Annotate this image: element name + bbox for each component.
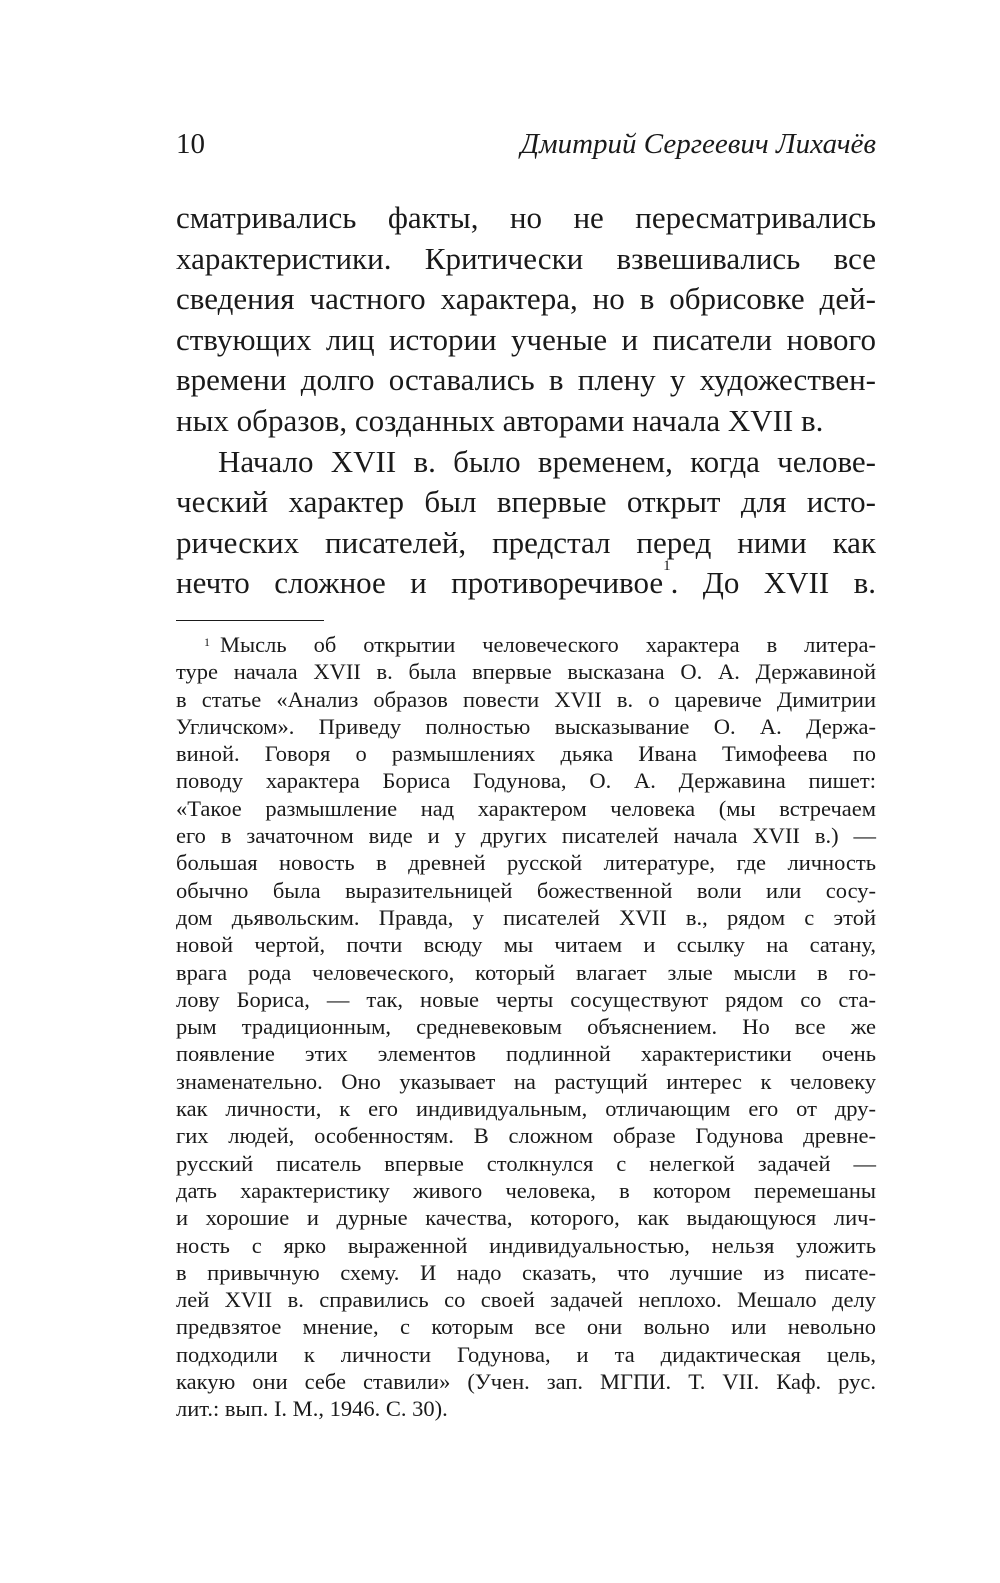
footnote-line xyxy=(176,631,876,658)
text-line: характеристики. Критически взвешивались все xyxy=(176,240,876,276)
footnote-line: в привычную схему. И надо сказать, что лучшие из писате- xyxy=(176,1259,876,1285)
text-line: сматривались факты, но не пересматривались xyxy=(176,200,876,235)
footnote-line: дом дьявольским. Правда, у писателей XVII в., рядом с этой xyxy=(176,904,876,930)
footnote-reference[interactable]: 1 xyxy=(663,558,671,575)
text-fragment: Мысль об открытии человеческого характера в литера- xyxy=(220,632,876,657)
footnote-line: виной. Говоря о размышлениях дьяка Ивана Тимофеева по xyxy=(176,741,876,767)
footnote-divider xyxy=(176,620,324,621)
footnote xyxy=(176,631,876,1423)
footnote-line: большая новость в древней русской литературе, где личность xyxy=(176,850,876,876)
footnote-marker: 1 xyxy=(204,635,210,649)
footnote-line: дать характеристику живого человека, в котором перемешаны xyxy=(176,1177,876,1203)
footnote-line: как личности, к его индивидуальным, отличающим его от дру- xyxy=(176,1096,876,1122)
page-number: 10 xyxy=(176,128,205,160)
footnote-line: лей XVII в. справились со своей задачей неплохо. Мешало делу xyxy=(176,1287,876,1313)
footnote-line: туре начала XVII в. была впервые высказана О. А. Державиной xyxy=(176,659,876,685)
footnote-line: новой чертой, почти всюду мы читаем и ссылку на сатану, xyxy=(176,932,876,958)
text-line: сведения частного характера, но в обрисовке дей- xyxy=(176,281,876,317)
footnote-line: обычно была выразительницей божественной воли или сосу- xyxy=(176,877,876,903)
footnote-line: какую они себе ставили» (Учен. зап. МГПИ. Т. VII. Каф. рус. xyxy=(176,1369,876,1395)
footnote-line: «Такое размышление над характером человека (мы встречаем xyxy=(176,795,876,821)
footnote-line: появление этих элементов подлинной характеристики очень xyxy=(176,1041,876,1067)
footnote-line: поводу характера Бориса Годунова, О. А. Державина пишет: xyxy=(176,768,876,794)
footnote-line: знаменательно. Оно указывает на растущий интерес к человеку xyxy=(176,1068,876,1094)
text-line: ных образов, созданных авторами начала XVII в. xyxy=(176,402,824,438)
text-line-with-footnote-ref xyxy=(176,558,876,604)
text-line: ческий характер был впервые открыт для исто- xyxy=(176,484,876,520)
text-line: ствующих лиц истории ученые и писатели нового xyxy=(176,321,876,357)
footnote-line: врага рода человеческого, который влагает злые мысли в го- xyxy=(176,959,876,985)
text-line: времени долго оставались в плену у художествен- xyxy=(176,362,876,398)
text-line: рических писателей, предстал перед ними как xyxy=(176,524,876,560)
running-title: Дмитрий Сергеевич Лихачёв xyxy=(520,128,876,160)
footnote-line: лит.: вып. I. М., 1946. С. 30). xyxy=(176,1396,448,1422)
footnote-line: русский писатель впервые столкнулся с нелегкой задачей — xyxy=(176,1150,876,1176)
footnote-line: его в зачаточном виде и у других писателей начала XVII в.) — xyxy=(176,823,876,849)
footnote-line: гих людей, особенностям. В сложном образе Годунова древне- xyxy=(176,1123,876,1149)
footnote-line: рым традиционным, средневековым объяснением. Но все же xyxy=(176,1014,876,1040)
text-fragment: нечто сложное и противоречивое xyxy=(176,565,664,601)
footnote-line: ность с ярко выраженной индивидуальностью, нельзя уложить xyxy=(176,1232,876,1258)
footnote-line: предвзятое мнение, с которым все они вольно или невольно xyxy=(176,1314,876,1340)
text-fragment: . До XVII в. xyxy=(670,565,876,601)
running-head xyxy=(176,126,876,166)
footnote-line: лову Бориса, — так, новые черты сосуществуют рядом со ста- xyxy=(176,986,876,1012)
footnote-line: в статье «Анализ образов повести XVII в. о царевиче Димитрии xyxy=(176,686,876,712)
footnote-line: подходили к личности Годунова, и та дидактическая цель, xyxy=(176,1341,876,1367)
footnote-line: и хорошие и дурные качества, которого, как выдающуюся лич- xyxy=(176,1205,876,1231)
text-line: Начало XVII в. было временем, когда челове- xyxy=(218,443,876,479)
main-text xyxy=(176,198,876,604)
footnote-line: Угличском». Приведу полностью высказывание О. А. Держа- xyxy=(176,713,876,739)
